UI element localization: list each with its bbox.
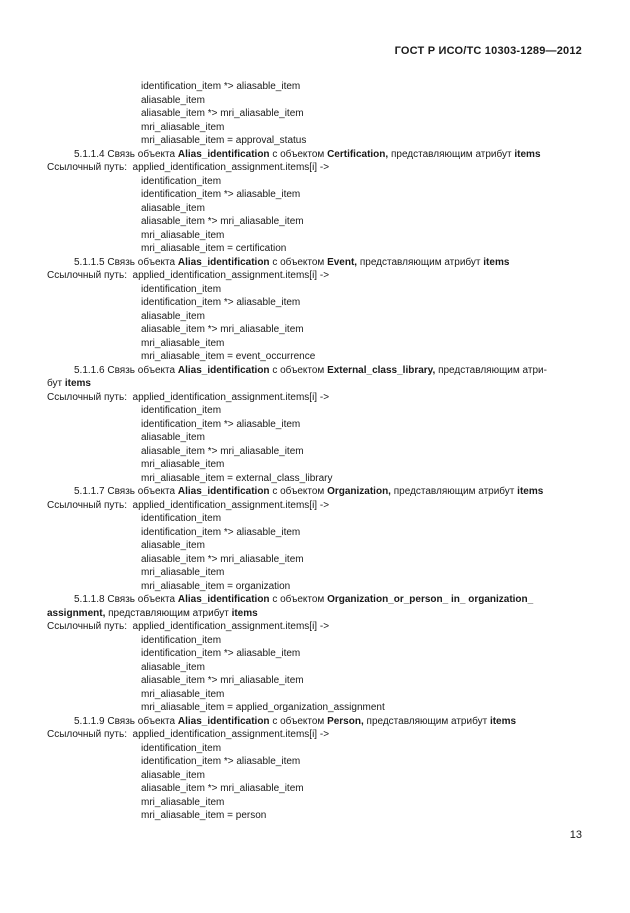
mapping-line: mri_aliasable_item = external_class_library (141, 473, 333, 484)
attribute-name: items (483, 257, 510, 268)
reference-path-row (47, 161, 329, 175)
mapping-line: identification_item *> aliasable_item (141, 648, 301, 659)
heading-suffix: представляющим атрибут (108, 608, 229, 619)
section-number: 5.1.1.8 (74, 594, 105, 605)
mapping-line: aliasable_item *> mri_aliasable_item (141, 554, 304, 565)
section-number: 5.1.1.4 (74, 149, 105, 160)
heading-suffix: представляющим атрибут (390, 149, 512, 160)
mapping-line: aliasable_item *> mri_aliasable_item (141, 446, 304, 457)
section-number: 5.1.1.9 (74, 716, 105, 727)
mapping-line: aliasable_item (141, 203, 205, 214)
section-number: 5.1.1.7 (74, 486, 105, 497)
mapping-line: aliasable_item *> mri_aliasable_item (141, 324, 304, 335)
mapping-line: mri_aliasable_item (141, 122, 225, 133)
mapping-line: aliasable_item *> mri_aliasable_item (141, 108, 304, 119)
heading-suffix: представляющим атрибут (359, 257, 481, 268)
mapping-line: aliasable_item (141, 95, 205, 106)
heading-prefix: Связь объекта (107, 365, 176, 376)
mapping-line: mri_aliasable_item (141, 338, 225, 349)
reference-path: applied_identification_assignment.items[i] -> (132, 729, 330, 740)
mapping-line: aliasable_item *> mri_aliasable_item (141, 675, 304, 686)
reference-path-row (47, 391, 329, 405)
reference-path-label: Ссылочный путь: (47, 270, 127, 281)
mapping-line: identification_item (141, 405, 222, 416)
mapping-line: aliasable_item (141, 432, 205, 443)
mapping-line: aliasable_item *> mri_aliasable_item (141, 216, 304, 227)
heading-continuation: бут (47, 378, 63, 389)
heading-prefix: Связь объекта (107, 257, 176, 268)
mapping-line: identification_item (141, 176, 222, 187)
target-entity: Certification, (327, 149, 389, 160)
target-entity: Organization_or_person_ in_ organization_ (327, 594, 534, 605)
mapping-line: identification_item *> aliasable_item (141, 297, 301, 308)
entity-name: Alias_identification (177, 486, 270, 497)
reference-path-label: Ссылочный путь: (47, 392, 127, 403)
entity-name: Alias_identification (177, 594, 270, 605)
heading-mid: с объектом (272, 365, 325, 376)
target-entity: Person, (327, 716, 364, 727)
mapping-line: mri_aliasable_item = event_occurrence (141, 351, 316, 362)
heading-suffix: представляющим атрибут (393, 486, 515, 497)
reference-path-row (47, 728, 329, 742)
mapping-line: identification_item *> aliasable_item (141, 419, 301, 430)
entity-name: Alias_identification (177, 716, 270, 727)
attribute-name: items (514, 149, 541, 160)
reference-path-label: Ссылочный путь: (47, 621, 127, 632)
mapping-line: identification_item (141, 513, 222, 524)
reference-path: applied_identification_assignment.items[i] -> (132, 392, 330, 403)
mapping-line: identification_item *> aliasable_item (141, 756, 301, 767)
reference-path: applied_identification_assignment.items[i] -> (132, 162, 330, 173)
mapping-line: aliasable_item (141, 662, 205, 673)
section-number: 5.1.1.5 (74, 257, 105, 268)
entity-name: Alias_identification (177, 257, 270, 268)
reference-path: applied_identification_assignment.items[i] -> (132, 270, 330, 281)
mapping-line: aliasable_item *> mri_aliasable_item (141, 783, 304, 794)
heading-mid: с объектом (272, 257, 325, 268)
mapping-line: identification_item *> aliasable_item (141, 527, 301, 538)
mapping-line: identification_item *> aliasable_item (141, 189, 301, 200)
mapping-line: mri_aliasable_item (141, 459, 225, 470)
heading-suffix: представляющим атрибут (366, 716, 488, 727)
section-number: 5.1.1.6 (74, 365, 105, 376)
mapping-line: identification_item (141, 284, 222, 295)
mapping-line: mri_aliasable_item (141, 797, 225, 808)
target-entity: Event, (327, 257, 358, 268)
heading-prefix: Связь объекта (107, 149, 176, 160)
reference-path-label: Ссылочный путь: (47, 500, 127, 511)
mapping-line: aliasable_item (141, 770, 205, 781)
target-entity-continuation: assignment, (47, 608, 106, 619)
mapping-line: mri_aliasable_item = organization (141, 581, 291, 592)
heading-mid: с объектом (272, 486, 325, 497)
section-heading (74, 715, 583, 729)
section-heading-continuation (47, 607, 258, 621)
mapping-line: aliasable_item (141, 311, 205, 322)
target-entity: External_class_library, (327, 365, 436, 376)
attribute-name: items (64, 378, 91, 389)
mapping-line: mri_aliasable_item (141, 689, 225, 700)
section-heading (74, 256, 583, 270)
entity-name: Alias_identification (177, 365, 270, 376)
heading-suffix: представляющим атри- (438, 365, 547, 376)
reference-path-row (47, 620, 329, 634)
heading-mid: с объектом (272, 594, 325, 605)
section-heading (74, 364, 583, 378)
heading-prefix: Связь объекта (107, 486, 176, 497)
attribute-name: items (489, 716, 517, 727)
reference-path: applied_identification_assignment.items[i] -> (132, 621, 330, 632)
attribute-name: items (517, 486, 544, 497)
heading-prefix: Связь объекта (107, 594, 176, 605)
target-entity: Organization, (327, 486, 391, 497)
heading-mid: с объектом (272, 716, 325, 727)
mapping-line: mri_aliasable_item = applied_organization_assignment (141, 702, 385, 713)
mapping-line: mri_aliasable_item = approval_status (141, 135, 307, 146)
section-heading (74, 593, 583, 607)
reference-path-row (47, 499, 329, 513)
entity-name: Alias_identification (177, 149, 270, 160)
mapping-line: aliasable_item (141, 540, 205, 551)
mapping-line: mri_aliasable_item (141, 567, 225, 578)
reference-path: applied_identification_assignment.items[i] -> (132, 500, 330, 511)
mapping-line: mri_aliasable_item = person (141, 810, 267, 821)
mapping-line: mri_aliasable_item = certification (141, 243, 287, 254)
mapping-line: identification_item *> aliasable_item (141, 81, 301, 92)
section-heading (74, 148, 583, 162)
mapping-line: identification_item (141, 635, 222, 646)
attribute-name: items (231, 608, 258, 619)
mapping-line: mri_aliasable_item (141, 230, 225, 241)
reference-path-label: Ссылочный путь: (47, 729, 127, 740)
page-number: 13 (569, 829, 582, 841)
section-heading-continuation (47, 377, 91, 391)
document-code-header: ГОСТ Р ИСО/ТС 10303-1289—2012 (394, 45, 582, 57)
heading-mid: с объектом (272, 149, 325, 160)
section-heading (74, 485, 583, 499)
reference-path-label: Ссылочный путь: (47, 162, 127, 173)
reference-path-row (47, 269, 329, 283)
heading-prefix: Связь объекта (107, 716, 176, 727)
mapping-line: identification_item (141, 743, 222, 754)
